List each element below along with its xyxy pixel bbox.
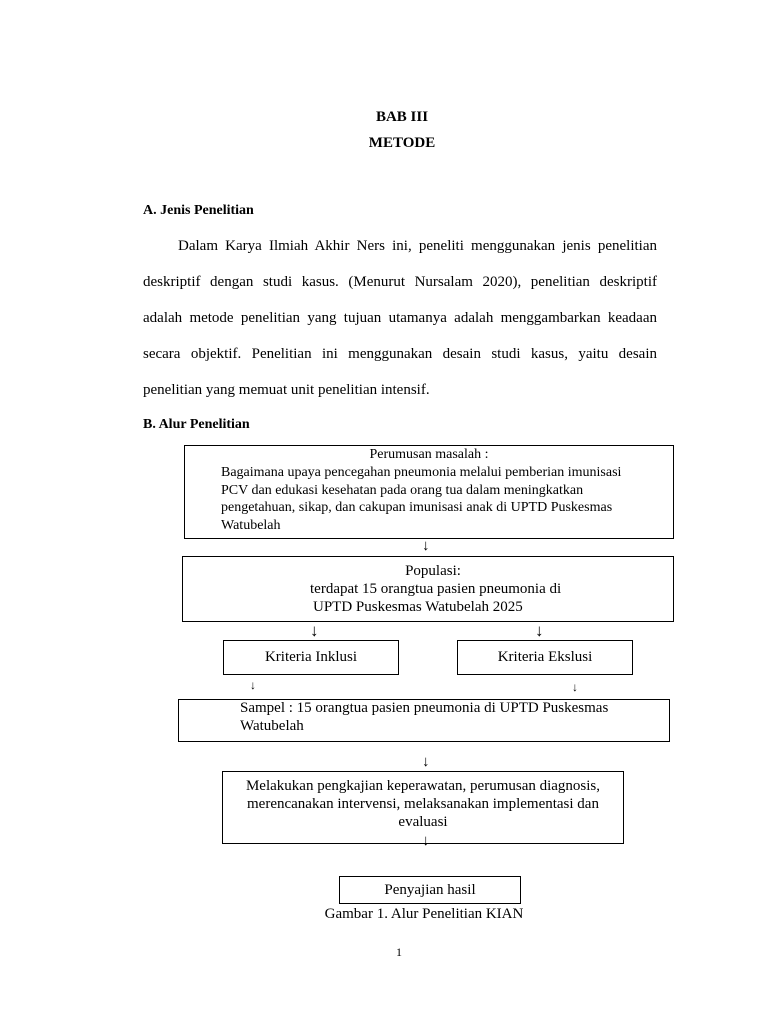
problem-box [184,445,674,539]
exclusion-box [457,640,633,675]
process-line: merencanakan intervensi, melaksanakan implementasi dan [247,796,599,812]
population-heading: Populasi: [405,563,461,579]
page-number: 1 [396,945,402,959]
result-label: Penyajian hasil [384,882,476,898]
sample-line: Sampel : 15 orangtua pasien pneumonia di UPTD Puskesmas [240,700,609,716]
figure-caption: Gambar 1. Alur Penelitian KIAN [324,906,524,922]
process-text [223,777,623,831]
flow-arrow-icon: ↓ [422,833,430,849]
exclusion-label: Kriteria Ekslusi [497,649,593,665]
population-line: terdapat 15 orangtua pasien pneumonia di [310,581,562,597]
problem-line: Watubelah [221,517,281,533]
paragraph-line: deskriptif dengan studi kasus. (Menurut Nursalam 2020), penelitian deskriptif [143,274,657,290]
flow-arrow-icon: ↓ [422,754,430,770]
population-box [182,556,674,622]
flow-arrow-icon: ↓ [250,678,256,692]
section-a-title: A. Jenis Penelitian [143,203,254,218]
inclusion-label: Kriteria Inklusi [264,649,358,665]
population-line: UPTD Puskesmas Watubelah 2025 [313,599,523,615]
chapter-title: METODE [368,135,436,151]
problem-text [221,464,621,534]
sample-text [240,699,608,735]
problem-line: PCV dan edukasi kesehatan pada orang tua dalam meningkatkan [221,482,584,498]
flow-arrow-icon: ↓ [310,621,319,640]
problem-line: Bagaimana upaya pencegahan pneumonia melalui pemberian imunisasi [221,465,622,480]
inclusion-box [223,640,399,675]
flow-arrow-icon: ↓ [422,538,430,554]
problem-heading: Perumusan masalah : [369,447,489,462]
process-line: evaluasi [398,814,448,830]
problem-line: pengetahuan, sikap, dan cakupan imunisasi anak di UPTD Puskesmas [221,500,613,515]
flow-arrow-icon: ↓ [572,680,578,694]
paragraph-line: Dalam Karya Ilmiah Akhir Ners ini, peneliti menggunakan jenis penelitian [178,238,657,254]
sample-box [178,699,670,742]
paragraph-line: penelitian yang memuat unit penelitian intensif. [143,382,430,398]
paragraph-line: secara objektif. Penelitian ini menggunakan desain studi kasus, yaitu desain [143,346,657,362]
flow-arrow-icon: ↓ [535,621,544,640]
sample-line: Watubelah [240,718,304,734]
section-b-title: B. Alur Penelitian [143,417,250,432]
result-box [339,876,521,904]
chapter-number: BAB III [375,109,429,125]
process-line: Melakukan pengkajian keperawatan, perumusan diagnosis, [245,778,601,794]
paragraph-line: adalah metode penelitian yang tujuan utamanya adalah menggambarkan keadaan [143,310,657,326]
